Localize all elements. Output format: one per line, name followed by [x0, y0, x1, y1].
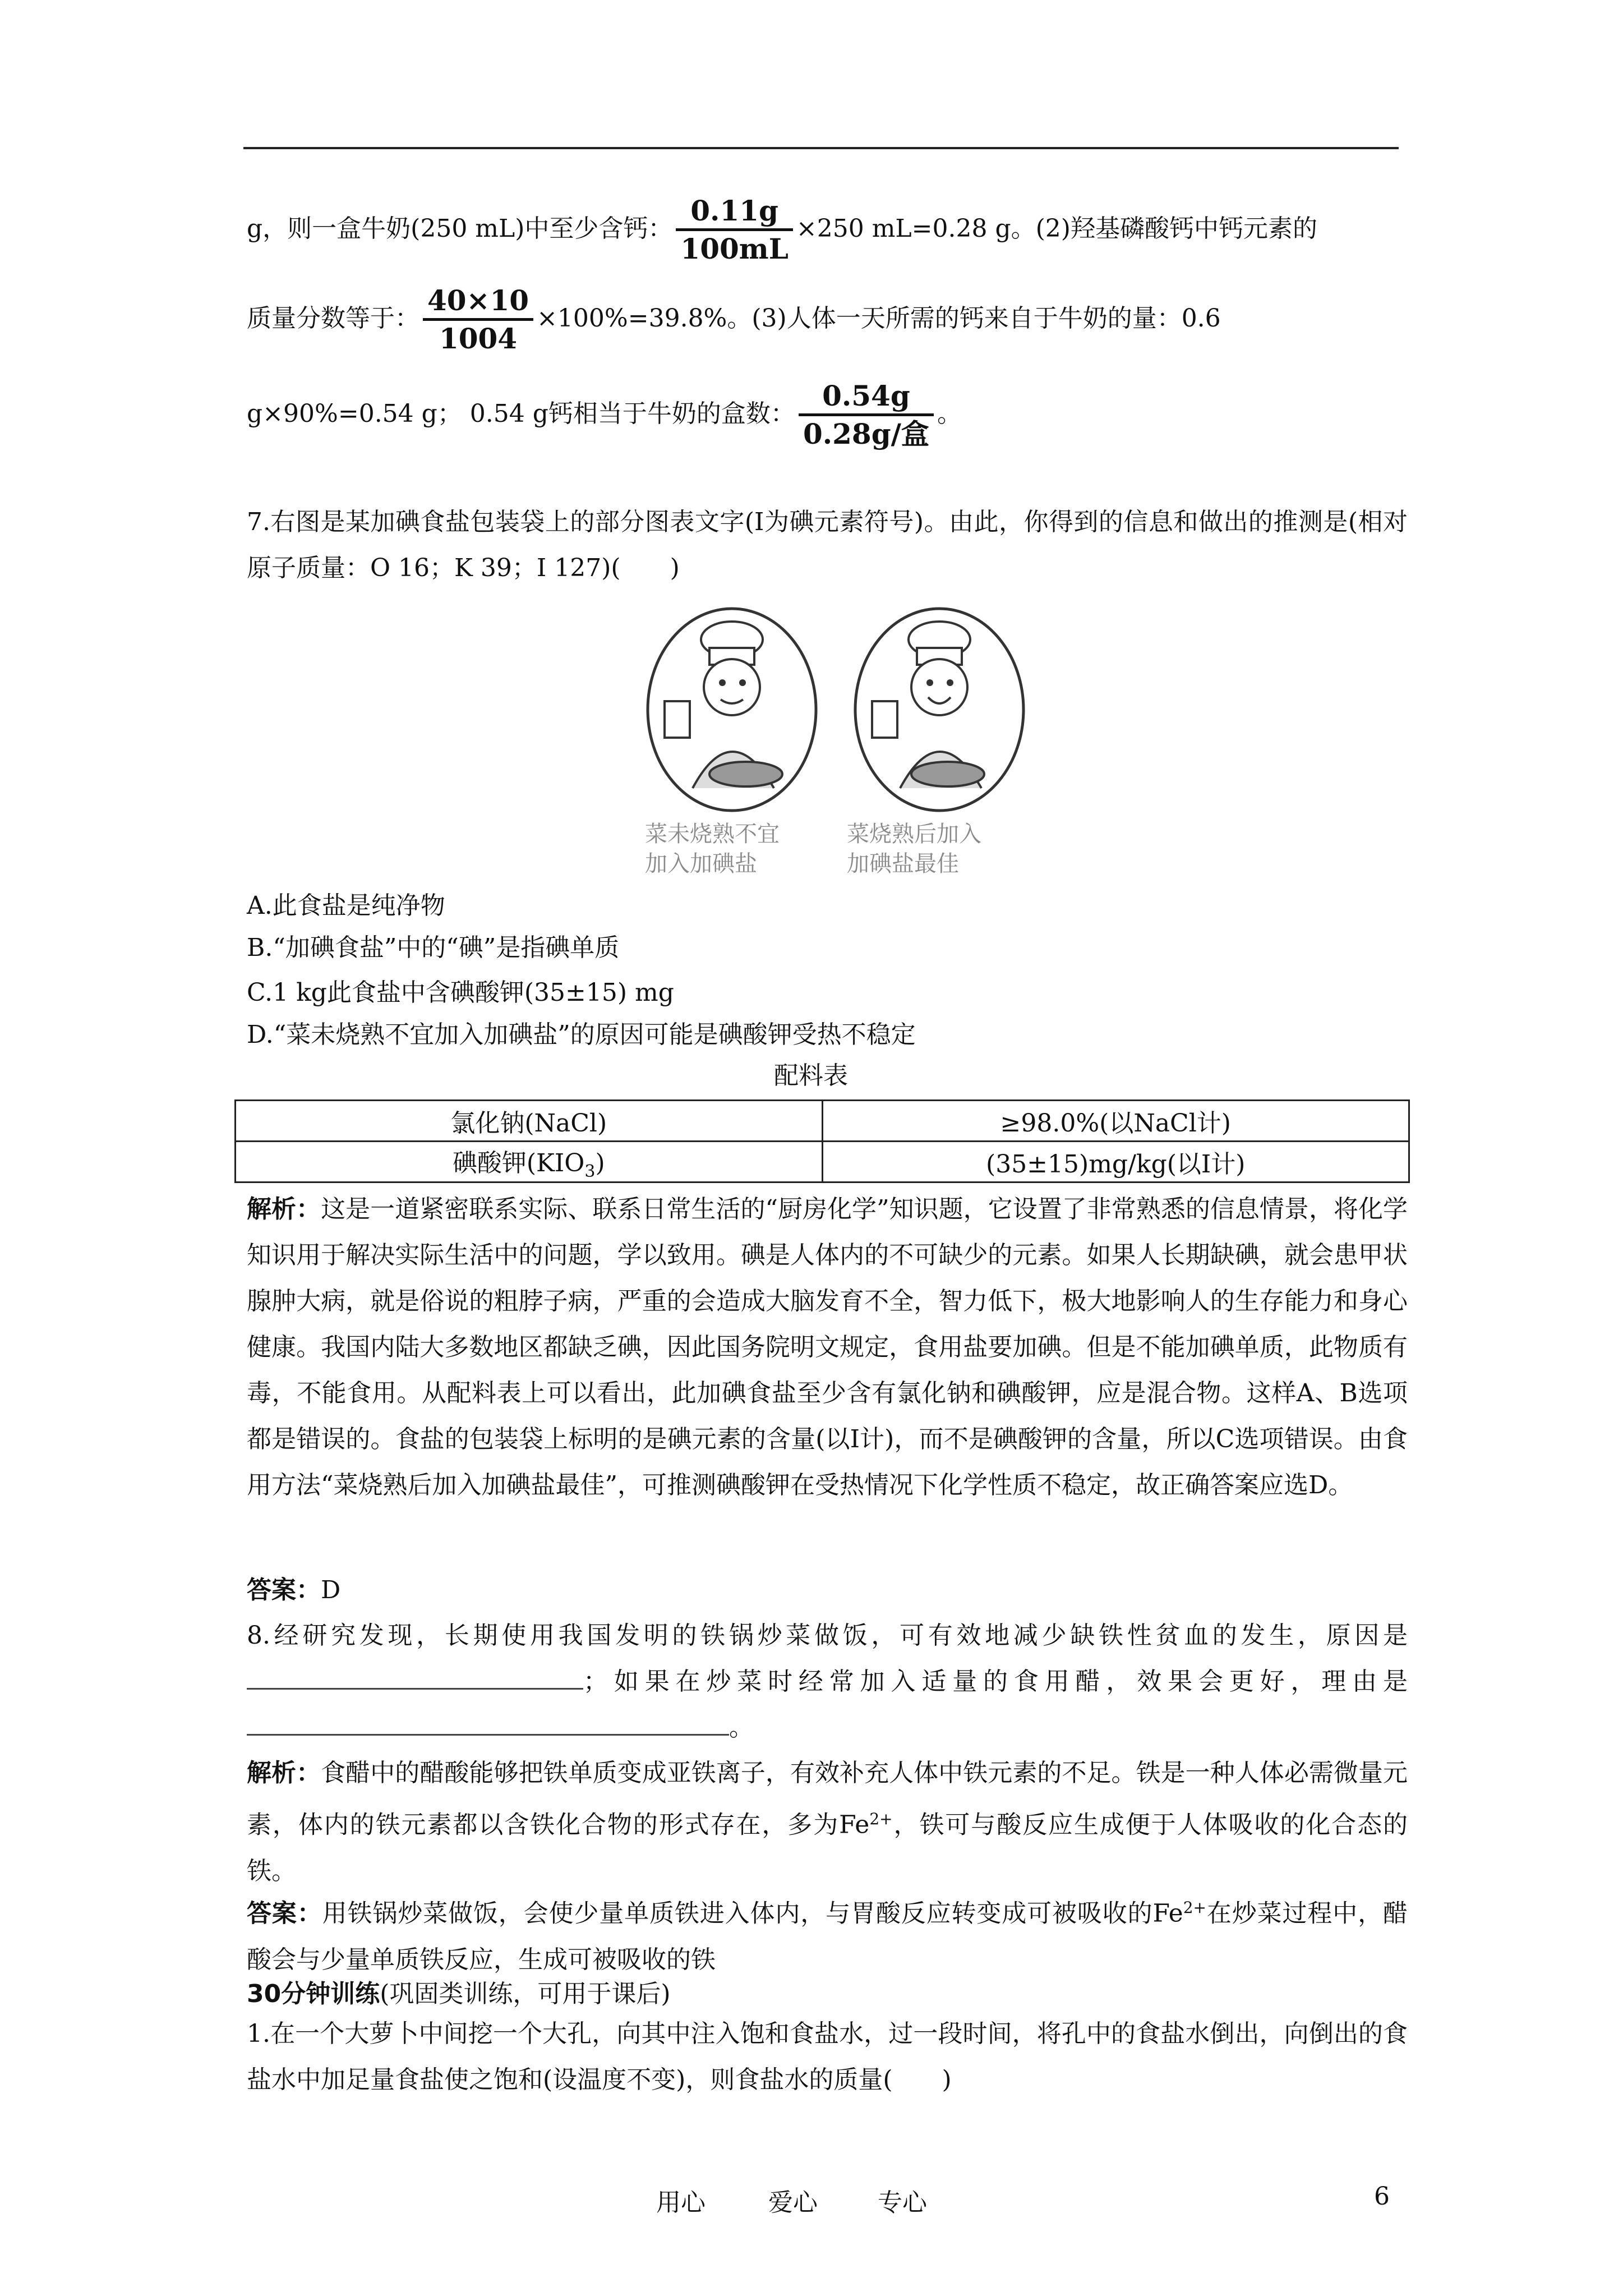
answer-text: D — [321, 1576, 341, 1604]
intro-text: 质量分数等于： — [247, 304, 419, 333]
intro-text: 。 — [937, 399, 962, 428]
salt-packet-right — [872, 701, 897, 738]
answer-blank-2[interactable] — [247, 1709, 729, 1736]
q8-stem — [247, 1613, 1408, 1751]
analysis-text: 这是一道紧密联系实际、联系日常生活的“厨房化学”知识题，它设置了非常熟悉的信息情景，将化学知识用于解决实际生活中的问题，学以致用。碘是人体内的不可缺少的元素。如果人长期缺碘，就会患甲状腺肿大病，就是俗说的粗脖子病，严重的会造成大脑发育不全，智力低下，极大地影响人的生存能力和身心健康。我国内陆大多数地区都缺乏碘，因此国务院明文规定，食用盐要加碘。但是不能加碘单质，此物质有毒，不能食用。从配料表上可以看出，此加碘食盐至少含有氯化钠和碘酸钾，应是混合物。这样A、B选项都是错误的。食盐的包装袋上标明的是碘元素的含量(以I计)，而不是碘酸钾的含量，所以C选项错误。由食用方法“菜烧熟后加入加碘盐最佳”，可推测碘酸钾在受热情况下化学性质不稳定，故正确答案应选D。 — [247, 1195, 1408, 1499]
header-rule — [243, 147, 1399, 149]
page-number: 6 — [1374, 2182, 1390, 2211]
answer-label: 答案： — [247, 1576, 321, 1604]
figure-caption-right-2: 加碘盐最佳 — [847, 851, 959, 877]
wok-left — [709, 762, 782, 786]
formula-main: 碘酸钾(KIO — [452, 1148, 585, 1177]
salt-packet-left — [665, 701, 690, 738]
q8-answer — [247, 1885, 1408, 1983]
section-subtitle: (巩固类训练，可用于课后) — [380, 1980, 671, 2008]
q7-option-b: B.“加碘食盐”中的“碘”是指碘单质 — [247, 933, 620, 962]
fraction — [423, 283, 533, 357]
fraction-numerator: 0.11g — [690, 194, 779, 227]
q8-stem-text: 。 — [729, 1713, 754, 1742]
q7-option-a: A.此食盐是纯净物 — [247, 891, 445, 920]
answer-text: 用铁锅炒菜做饭，会使少量单质铁进入体内，与胃酸反应转变成可被吸收的Fe — [322, 1899, 1183, 1928]
analysis-text: 食醋中的醋酸能够把铁单质变成亚铁离子，有效补充人体中铁元素的不足。铁是一种人体必需微量元素，体内的铁元素都以含铁化合物的形式存在，多为Fe — [247, 1759, 1408, 1839]
figure-caption-right-1: 菜烧熟后加入 — [847, 821, 981, 847]
intro-text: ×250 mL=0.28 g。(2)羟基磷酸钙中钙元素的 — [796, 214, 1317, 243]
section-title: 30分钟训练 — [247, 1980, 380, 2008]
q7-stem: 7.右图是某加碘食盐包装袋上的部分图表文字(I为碘元素符号)。由此，你得到的信息和做出的推测是(相对原子质量：O 16；K 39；I 127)( ) — [247, 508, 1408, 582]
answer-blank-1[interactable] — [247, 1663, 583, 1690]
figure-caption-left-2: 加入加碘盐 — [645, 851, 757, 877]
fraction-numerator: 40×10 — [427, 284, 529, 317]
table-cell-value: ≥98.0%(以NaCl计) — [822, 1101, 1409, 1142]
ion-charge: 2+ — [1183, 1898, 1206, 1917]
q7-figure — [634, 603, 1038, 884]
table-title: 配料表 — [774, 1061, 848, 1090]
footer-motto-1: 用心 — [656, 2188, 706, 2217]
ingredient-table — [234, 1099, 1410, 1183]
analysis-text: ，铁可与酸反应生成便于人体吸收的化合态的铁。 — [247, 1810, 1408, 1885]
formula-subscript: 3 — [584, 1161, 596, 1181]
ion-charge: 2+ — [869, 1810, 893, 1828]
figure-caption-left-1: 菜未烧熟不宜 — [645, 821, 780, 847]
table-cell-name: 氯化钠(NaCl) — [236, 1101, 823, 1142]
chef-illustration — [634, 603, 1038, 884]
table-row — [236, 1101, 1409, 1142]
q7-answer — [247, 1573, 340, 1607]
footer-motto-3: 专心 — [878, 2188, 927, 2217]
q8-stem-text: 8.经研究发现，长期使用我国发明的铁锅炒菜做饭，可有效地减少缺铁性贫血的发生，原因是 — [247, 1621, 1408, 1650]
q8-stem-text: ；如果在炒菜时经常加入适量的食用醋，效果会更好，理由是 — [583, 1667, 1408, 1696]
fraction-denominator: 0.28g/盒 — [799, 413, 934, 452]
q7-option-d: D.“菜未烧熟不宜加入加碘盐”的原因可能是碘酸钾受热不稳定 — [247, 1020, 916, 1049]
wok-right — [911, 762, 984, 786]
formula-end: ) — [595, 1148, 605, 1177]
table-cell-value: (35±15)mg/kg(以I计) — [822, 1142, 1409, 1182]
intro-text: ×100%=39.8%。(3)人体一天所需的钙来自于牛奶的量：0.6 — [537, 304, 1221, 333]
chef-face-right — [911, 659, 967, 715]
fraction-numerator: 0.54g — [822, 379, 910, 412]
footer-motto-2: 爱心 — [768, 2188, 818, 2217]
q7-option-c: C.1 kg此食盐中含碘酸钾(35±15) mg — [247, 978, 674, 1007]
q7-analysis — [247, 1186, 1408, 1508]
fraction — [676, 194, 792, 267]
chef-face-left — [704, 659, 760, 715]
table-row — [236, 1142, 1409, 1182]
answer-label: 答案： — [247, 1899, 322, 1928]
answer-text: 在炒菜过程中，醋酸会与少量单质铁反应，生成可被吸收的铁 — [247, 1899, 1408, 1974]
table-cell-name — [236, 1142, 823, 1182]
intro-text: g×90%=0.54 g； 0.54 g钙相当于牛奶的盒数： — [247, 399, 795, 428]
fraction-denominator: 100mL — [676, 228, 792, 267]
fraction-denominator: 1004 — [423, 318, 533, 357]
analysis-label: 解析： — [247, 1759, 321, 1787]
section-heading — [247, 1977, 671, 2011]
intro-line-2 — [247, 283, 1221, 357]
analysis-label: 解析： — [247, 1195, 321, 1223]
intro-text: g，则一盒牛奶(250 mL)中至少含钙： — [247, 214, 673, 243]
q8-analysis — [247, 1750, 1408, 1894]
intro-line-1 — [247, 194, 1317, 267]
fraction — [799, 379, 934, 452]
q1-stem: 1.在一个大萝卜中间挖一个大孔，向其中注入饱和食盐水，过一段时间，将孔中的食盐水倒出，向倒出的食盐水中加足量食盐使之饱和(设温度不变)，则食盐水的质量( ) — [247, 2019, 1408, 2094]
intro-line-3 — [247, 379, 962, 452]
